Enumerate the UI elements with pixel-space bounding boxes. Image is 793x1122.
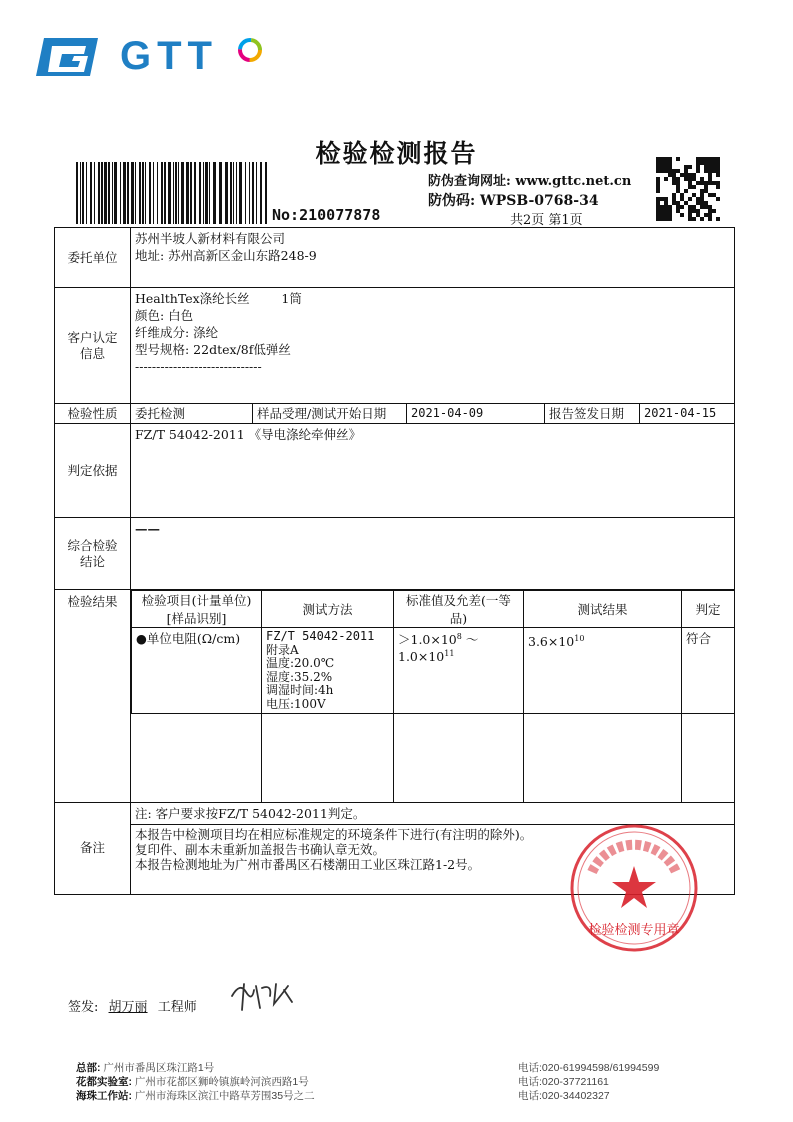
issue-date-value: 2021-04-15 (640, 404, 735, 424)
client-name: 苏州半坡人新材料有限公司 (135, 231, 286, 246)
report-number: No:210077878 (272, 206, 381, 224)
remarks-note: 注: 客户要求按FZ/T 54042-2011判定。 (131, 803, 734, 825)
standard-upper: 1.0×10 (398, 649, 445, 665)
colorful-ring-icon (236, 36, 264, 64)
judgement: 符合 (682, 628, 735, 714)
inspection-date-label: 样品受理/测试开始日期 (253, 404, 407, 424)
results-header: 判定 (682, 591, 735, 628)
result-value: 3.6×10 (528, 634, 575, 650)
empty-cell (394, 714, 524, 802)
client-address: 地址: 苏州高新区金山东路248-9 (135, 248, 317, 263)
handwritten-signature-icon (226, 974, 300, 1014)
conclusion-label (55, 518, 131, 590)
sample-line: HealthTex涤纶长丝 1筒 (135, 291, 302, 306)
report-table (54, 227, 735, 895)
method-line: FZ/T 54042-2011 (266, 629, 375, 643)
footer-lab-addr: 广州市花都区狮岭镇旗岭河滨西路1号 (134, 1076, 309, 1088)
inspection-type-value: 委托检测 (131, 404, 253, 424)
standard-upper-exp: 11 (444, 649, 455, 659)
footer-hq-tel: 电话:020-61994598/61994599 (518, 1062, 660, 1074)
results-cell (131, 590, 735, 803)
signoff (68, 996, 197, 1015)
conclusion-label-text: 综合检验结论 (67, 537, 118, 569)
results-label: 检验结果 (55, 590, 131, 803)
method-line: 附录A (266, 642, 299, 657)
stamp-text: 检验检测专用章 (588, 923, 680, 938)
results-header: 测试方法 (262, 591, 394, 628)
sample-cell (131, 288, 735, 404)
footer-lab-label: 花都实验室: (76, 1076, 132, 1088)
official-stamp-icon (568, 822, 700, 954)
sample-line: 纤维成分: 涤纶 (135, 325, 219, 340)
footer-addresses (76, 1061, 315, 1103)
inspection-date-value: 2021-04-09 (407, 404, 545, 424)
report-title: 检验检测报告 (315, 139, 478, 168)
sample-line: 型号规格: 22dtex/8f低弹丝 (135, 342, 291, 357)
standard-lower: ＞1.0×10 (398, 632, 457, 648)
logo-text: GTT (120, 34, 218, 78)
sample-line: ------------------------------ (135, 359, 262, 374)
footer-hq-label: 总部: (76, 1062, 101, 1074)
footer-hq-addr: 广州市番禺区珠江路1号 (103, 1062, 215, 1074)
client-label: 委托单位 (55, 228, 131, 288)
results-header: 标准值及允差(一等品) (394, 591, 524, 628)
empty-cell (132, 714, 262, 802)
page-count: 共2页 第1页 (510, 213, 583, 228)
issue-date-label: 报告签发日期 (545, 404, 640, 424)
results-table (131, 590, 735, 802)
footer-hz-label: 海珠工作站: (76, 1090, 132, 1102)
footer-phones (518, 1061, 659, 1103)
empty-cell (262, 714, 394, 802)
verify-code: 防伪码: WPSB-0768-34 (428, 193, 599, 209)
footer-lab-tel: 电话:020-37721161 (518, 1076, 609, 1088)
signoff-name: 胡万丽 (108, 1000, 148, 1015)
results-header: 检验项目(计量单位)[样品识别] (132, 591, 262, 628)
conclusion-value: —— (131, 518, 735, 590)
verify-site: 防伪查询网址: www.gttc.net.cn (428, 174, 632, 189)
gtt-logo-mark-icon (34, 36, 100, 78)
test-method (262, 628, 394, 714)
remarks-label: 备注 (55, 802, 131, 894)
inspection-type-label: 检验性质 (55, 404, 131, 424)
results-header: 测试结果 (524, 591, 682, 628)
signoff-label: 签发: (68, 1000, 99, 1015)
basis-label: 判定依据 (55, 424, 131, 518)
sample-line: 颜色: 白色 (135, 308, 194, 323)
method-line: 调湿时间:4h (266, 683, 334, 697)
standard-value (394, 628, 524, 714)
standard-sep: ～ (465, 632, 479, 648)
remark-line: 复印件、副本未重新加盖报告书确认章无效。 (135, 841, 386, 857)
signoff-role: 工程师 (157, 1000, 197, 1015)
method-line: 电压:100V (266, 696, 326, 711)
client-cell (131, 228, 735, 288)
result-exp: 10 (574, 634, 585, 643)
method-line: 温度:20.0℃ (266, 656, 335, 670)
empty-cell (682, 714, 735, 802)
method-line: 湿度:35.2% (266, 669, 333, 684)
sample-label (55, 288, 131, 404)
barcode-icon (76, 162, 268, 224)
remark-line: 本报告中检测项目均在相应标准规定的环境条件下进行(有注明的除外)。 (135, 826, 533, 842)
test-result (524, 628, 682, 714)
footer-hz-tel: 电话:020-34402327 (518, 1090, 610, 1102)
sample-label-text: 客户认定信息 (67, 329, 118, 361)
footer-hz-addr: 广州市海珠区滨江中路草芳围35号之二 (134, 1090, 315, 1102)
test-item: ●单位电阻(Ω/cm) (132, 628, 262, 714)
empty-cell (524, 714, 682, 802)
basis-value: FZ/T 54042-2011 《导电涤纶牵伸丝》 (131, 424, 735, 518)
remark-line: 本报告检测地址为广州市番禺区石楼潮田工业区珠江路1-2号。 (135, 856, 481, 872)
standard-lower-exp: 8 (456, 632, 462, 641)
qr-code-icon (656, 157, 720, 221)
